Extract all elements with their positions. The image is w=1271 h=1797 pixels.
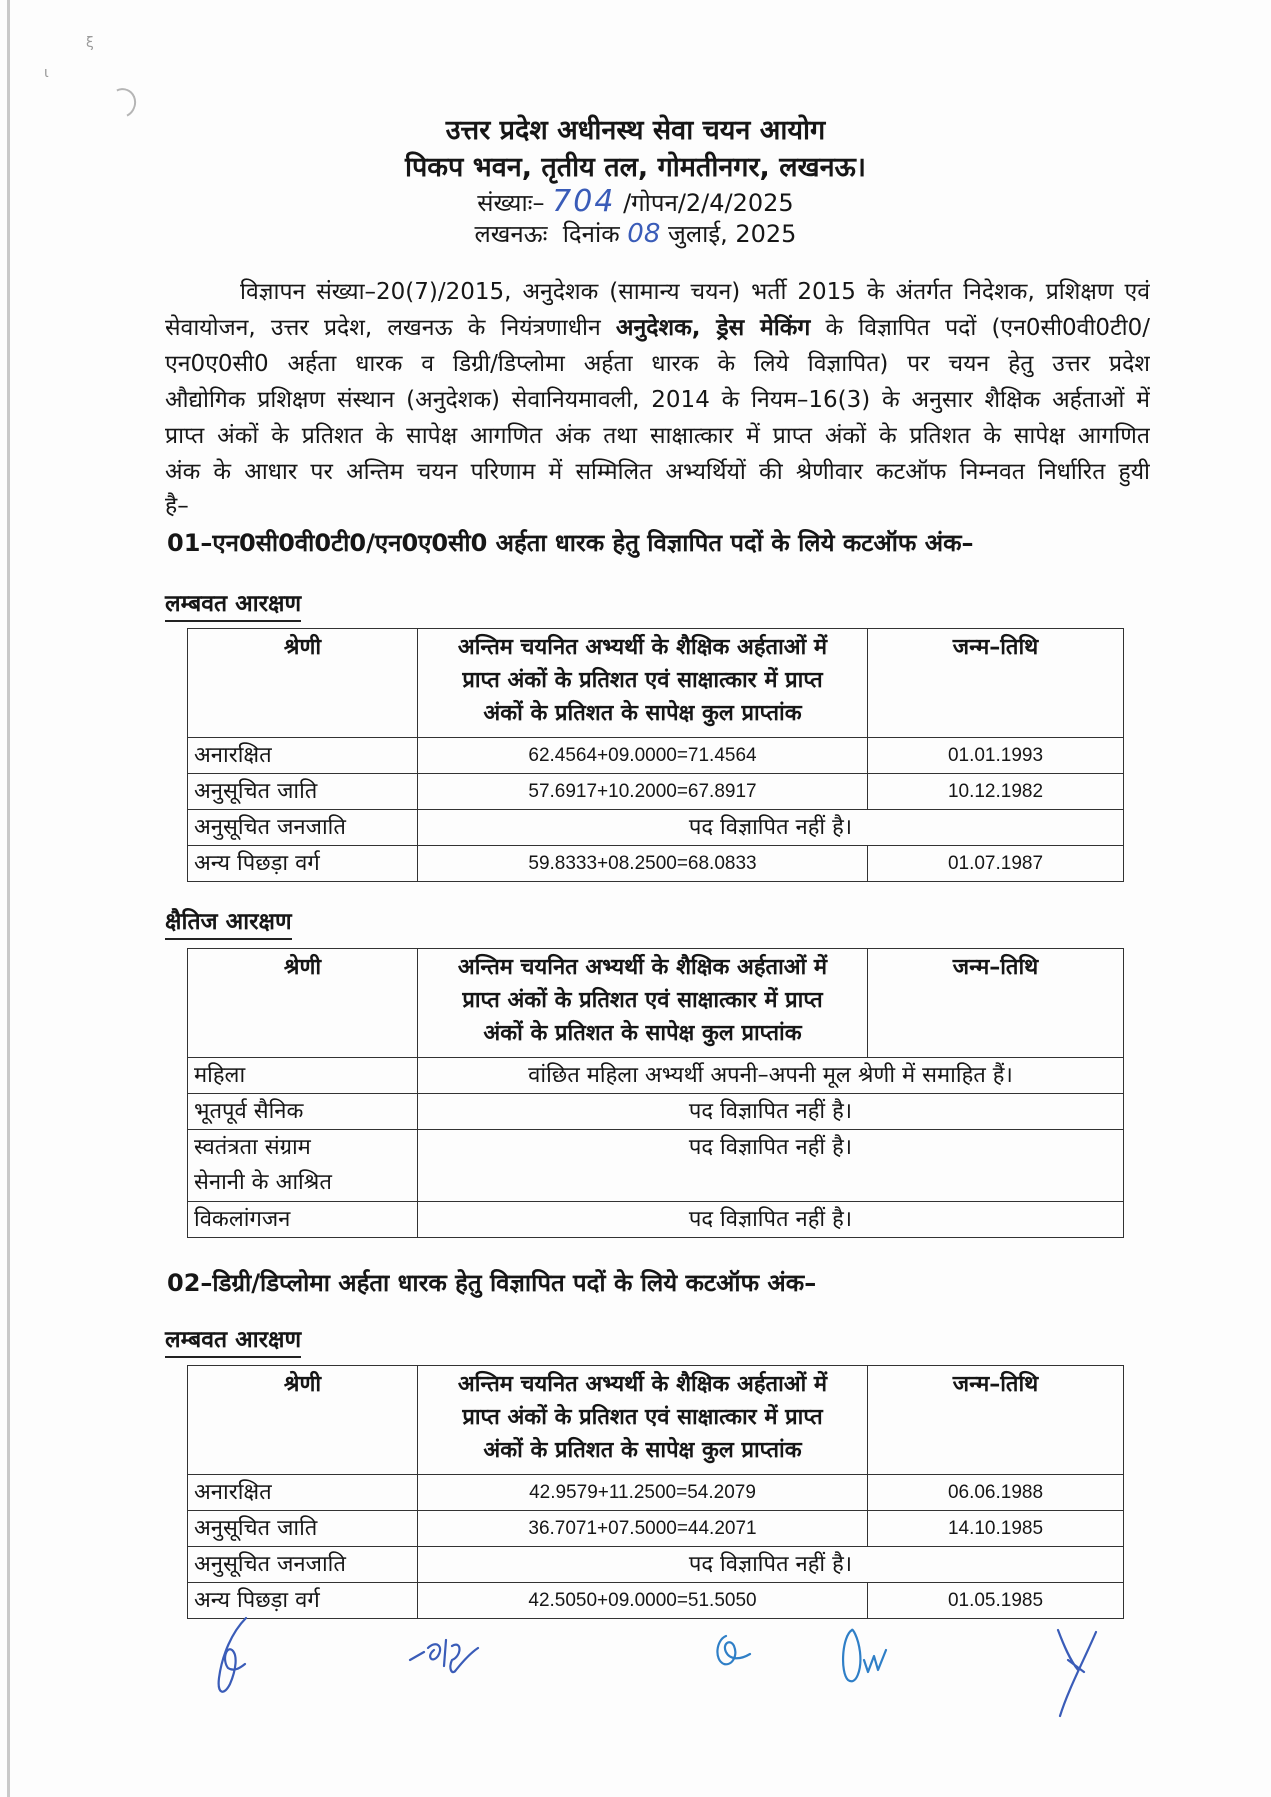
table-row — [188, 1058, 1124, 1094]
paragraph-line: एन0ए0सी0 अर्हता धारक व डिग्री/डिप्लोमा अर्हता धारक के लिये विज्ञापित) पर चयन हेतु उत्तर प्रदेश — [165, 351, 1150, 377]
section-2-heading: 02–डिग्री/डिप्लोमा अर्हता धारक हेतु विज्ञापित पदों के लिये कटऑफ अंक– — [167, 1269, 817, 1297]
category-cell: अनारक्षित — [188, 1475, 418, 1511]
not-advertised-note: पद विज्ञापित नहीं है। — [418, 1094, 1124, 1130]
table-row — [188, 738, 1124, 774]
dob-cell: 01.01.1993 — [868, 738, 1124, 774]
header-dob: जन्म–तिथि — [868, 949, 1124, 1058]
category-cell: विकलांगजन — [188, 1202, 418, 1238]
category-cell: अनुसूचित जनजाति — [188, 1547, 418, 1583]
table-row — [188, 1547, 1124, 1583]
header-category: श्रेणी — [188, 629, 418, 738]
header-total-marks: अन्तिम चयनित अभ्यर्थी के शैक्षिक अर्हताओं में प्राप्त अंकों के प्रतिशत एवं साक्षात्कार में प्राप्त अंकों के प्रतिशत के सापेक्ष कुल प्राप्तांक — [418, 1366, 868, 1475]
dob-cell: 06.06.1988 — [868, 1475, 1124, 1511]
handwritten-reference-number: 704 — [552, 184, 616, 219]
signature-2-icon — [410, 1640, 478, 1672]
dob-cell: 01.07.1987 — [868, 846, 1124, 882]
reference-suffix: /गोपन/2/4/2025 — [623, 189, 794, 217]
header-category: श्रेणी — [188, 1366, 418, 1475]
marks-cell: 59.8333+08.2500=68.0833 — [418, 846, 868, 882]
women-note: वांछित महिला अभ्यर्थी अपनी–अपनी मूल श्रेणी में समाहित हैं। — [418, 1058, 1124, 1094]
date-label: दिनांक — [562, 220, 620, 248]
marks-cell: 62.4564+09.0000=71.4564 — [418, 738, 868, 774]
dob-cell: 14.10.1985 — [868, 1511, 1124, 1547]
not-advertised-note: पद विज्ञापित नहीं है। — [418, 1202, 1124, 1238]
section-1-horizontal-label: क्षैतिज आरक्षण — [165, 908, 292, 940]
paragraph-line: औद्योगिक प्रशिक्षण संस्थान (अनुदेशक) सेवानियमावली, 2014 के नियम–16(3) के अनुसार शैक्षिक अर्हताओं में — [165, 387, 1150, 413]
table-row — [188, 1511, 1124, 1547]
reference-number-line — [0, 184, 1271, 219]
marks-cell: 57.6917+10.2000=67.8917 — [418, 774, 868, 810]
paragraph-text: के विज्ञापित पदों (एन0सी0वी0टी0/ — [825, 315, 1150, 341]
category-cell: अन्य पिछड़ा वर्ग — [188, 846, 418, 882]
signature-3-icon — [717, 1636, 750, 1664]
category-cell: भूतपूर्व सैनिक — [188, 1094, 418, 1130]
section-1-horizontal-table — [187, 948, 1124, 1238]
dob-cell: 01.05.1985 — [868, 1583, 1124, 1619]
org-name: उत्तर प्रदेश अधीनस्थ सेवा चयन आयोग — [445, 115, 826, 146]
category-cell: अनुसूचित जाति — [188, 774, 418, 810]
table-header-row — [188, 949, 1124, 1058]
marks-cell: 36.7071+07.5000=44.2071 — [418, 1511, 868, 1547]
category-cell: स्वतंत्रता संग्राम सेनानी के आश्रित — [188, 1130, 418, 1202]
table-header-row — [188, 629, 1124, 738]
category-cell: अनुसूचित जाति — [188, 1511, 418, 1547]
section-2-vertical-label: लम्बवत आरक्षण — [165, 1326, 301, 1358]
reference-label: संख्याः– — [477, 189, 545, 217]
paragraph-line: अंक के आधार पर अन्तिम चयन परिणाम में सम्मिलित अभ्यर्थियों की श्रेणीवार कटऑफ निम्नवत निर्धारित हुयी — [165, 459, 1150, 485]
header-total-marks: अन्तिम चयनित अभ्यर्थी के शैक्षिक अर्हताओं में प्राप्त अंकों के प्रतिशत एवं साक्षात्कार में प्राप्त अंकों के प्रतिशत के सापेक्ष कुल प्राप्तांक — [418, 629, 868, 738]
header-dob: जन्म–तिथि — [868, 629, 1124, 738]
category-cell: अनारक्षित — [188, 738, 418, 774]
scan-speck: ξ — [86, 35, 94, 51]
table-row — [188, 1130, 1124, 1202]
table-row — [188, 846, 1124, 882]
paragraph-text: सेवायोजन, उत्तर प्रदेश, लखनऊ के नियंत्रणाधीन — [165, 315, 601, 341]
table-header-row — [188, 1366, 1124, 1475]
category-cell: अनुसूचित जनजाति — [188, 810, 418, 846]
not-advertised-note: पद विज्ञापित नहीं है। — [418, 1547, 1124, 1583]
section-1-heading: 01–एन0सी0वी0टी0/एन0ए0सी0 अर्हता धारक हेतु विज्ञापित पदों के लिये कटऑफ अंक– — [167, 529, 974, 557]
post-name-bold: अनुदेशक, ड्रेस मेकिंग — [615, 315, 811, 341]
not-advertised-note: पद विज्ञापित नहीं है। — [418, 1130, 1124, 1202]
place-label: लखनऊः — [474, 220, 548, 248]
handwritten-date-day: 08 — [627, 219, 661, 249]
paragraph-line: विज्ञापन संख्या–20(7)/2015, अनुदेशक (सामान्य चयन) भर्ती 2015 के अंतर्गत निदेशक, प्रशिक्षण एवं — [240, 279, 1150, 305]
header-dob: जन्म–तिथि — [868, 1366, 1124, 1475]
header-category: श्रेणी — [188, 949, 418, 1058]
signatures — [0, 1600, 1271, 1760]
date-month-year: जुलाई, 2025 — [668, 220, 797, 248]
paragraph-line — [165, 310, 1150, 346]
section-1-vertical-label: लम्बवत आरक्षण — [165, 590, 301, 622]
table-row — [188, 774, 1124, 810]
signature-4-icon — [843, 1630, 886, 1682]
header-total-marks: अन्तिम चयनित अभ्यर्थी के शैक्षिक अर्हताओं में प्राप्त अंकों के प्रतिशत एवं साक्षात्कार में प्राप्त अंकों के प्रतिशत के सापेक्ष कुल प्राप्तांक — [418, 949, 868, 1058]
category-cell: अन्य पिछड़ा वर्ग — [188, 1583, 418, 1619]
scan-edge-line — [7, 0, 10, 1797]
signature-1-icon — [219, 1618, 246, 1692]
category-cell: महिला — [188, 1058, 418, 1094]
marks-cell: 42.9579+11.2500=54.2079 — [418, 1475, 868, 1511]
table-row — [188, 1094, 1124, 1130]
paragraph-line: है– — [165, 493, 189, 519]
table-row — [188, 1475, 1124, 1511]
date-line — [0, 217, 1271, 250]
marks-cell: 42.5050+09.0000=51.5050 — [418, 1583, 868, 1619]
paragraph-line: प्राप्त अंकों के प्रतिशत के सापेक्ष आगणित अंक तथा साक्षात्कार में प्राप्त अंकों के प्रतिशत के सापेक्ष आगणित — [165, 423, 1150, 449]
scan-speck: ι — [44, 65, 49, 81]
section-2-vertical-table — [187, 1365, 1124, 1619]
section-1-vertical-table — [187, 628, 1124, 882]
not-advertised-note: पद विज्ञापित नहीं है। — [418, 810, 1124, 846]
org-address: पिकप भवन, तृतीय तल, गोमतीनगर, लखनऊ। — [404, 152, 867, 183]
table-row — [188, 1202, 1124, 1238]
signature-5-icon — [1058, 1630, 1096, 1716]
dob-cell: 10.12.1982 — [868, 774, 1124, 810]
table-row — [188, 810, 1124, 846]
